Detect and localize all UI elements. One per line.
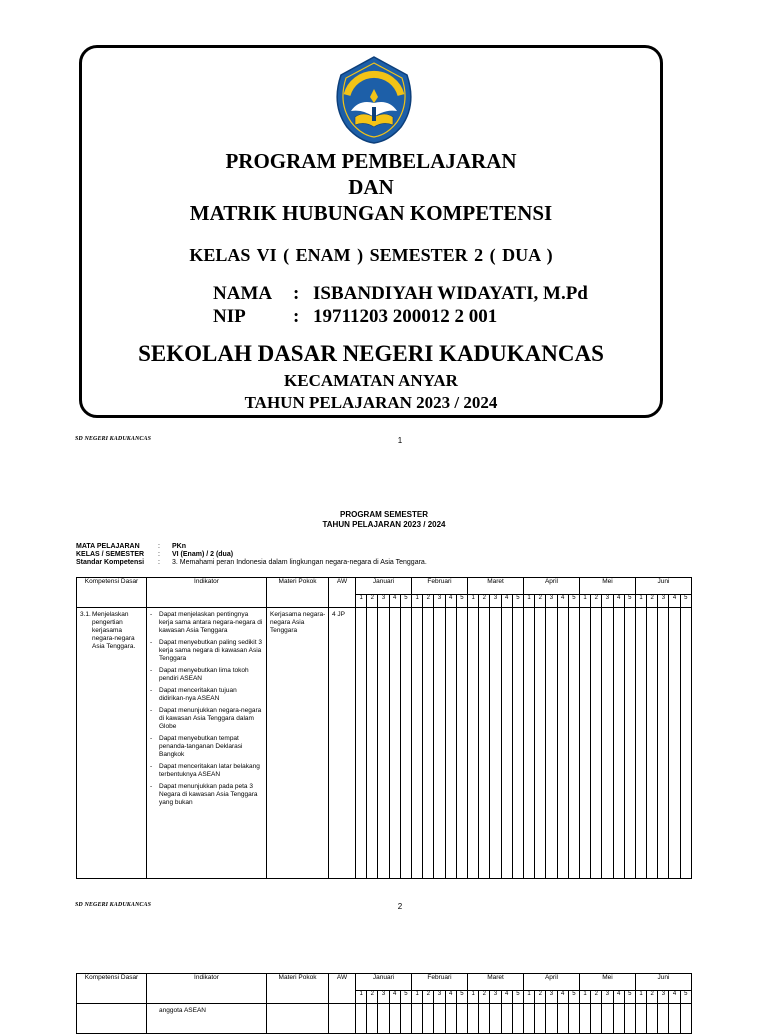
info-colon: :: [158, 559, 160, 566]
schedule-cell: [468, 1004, 479, 1034]
schedule-cell: [400, 1004, 411, 1034]
week-number: 3: [602, 595, 613, 608]
schedule-cell: [602, 1004, 613, 1034]
week-number: 4: [669, 991, 680, 1004]
header-month: Juni: [635, 578, 691, 595]
header-month: April: [524, 974, 580, 991]
week-number: 2: [535, 991, 546, 1004]
program-semester-title: PROGRAM SEMESTER: [339, 510, 428, 519]
schedule-cell: [434, 608, 445, 879]
header-indikator: Indikator: [147, 578, 267, 608]
indicator-continuation: anggota ASEAN: [159, 1007, 206, 1014]
week-number: 1: [468, 991, 479, 1004]
week-number: 4: [613, 595, 624, 608]
indicator-item: [150, 735, 264, 759]
info-value: 3. Memahami peran Indonesia dalam lingkungan negara-negara di Asia Tenggara.: [172, 559, 427, 566]
indicator-item: [150, 687, 264, 703]
schedule-cell: [579, 1004, 590, 1034]
week-number: 2: [479, 991, 490, 1004]
indicator-text: Dapat menyebutkan paling sedikit 3 kerja sama negara di kawasan Asia Tenggara: [159, 639, 262, 662]
indicator-item: [150, 639, 264, 663]
footer-page-number-1: 1: [397, 436, 403, 445]
week-number: 5: [512, 991, 523, 1004]
header-month: Maret: [468, 974, 524, 991]
week-number: 4: [389, 991, 400, 1004]
indicator-bullet: -: [150, 707, 153, 714]
schedule-cell: [546, 1004, 557, 1034]
materi-cell: [267, 1004, 329, 1034]
header-month: Januari: [356, 578, 412, 595]
week-number: 3: [434, 991, 445, 1004]
schedule-cell: [468, 608, 479, 879]
indicator-text: Dapat menceritakan latar belakang terbentuknya ASEAN: [159, 763, 260, 778]
schedule-cell: [524, 1004, 535, 1034]
week-number: 3: [490, 991, 501, 1004]
week-number: 3: [378, 991, 389, 1004]
schedule-cell: [456, 1004, 467, 1034]
schedule-cell: [579, 608, 590, 879]
kd-cell: [77, 608, 147, 879]
schedule-cell: [378, 1004, 389, 1034]
header-month: Februari: [412, 578, 468, 595]
semester-table: [76, 577, 692, 879]
week-number: 5: [680, 595, 691, 608]
cover-title-line-2: DAN: [348, 175, 394, 199]
week-number: 3: [602, 991, 613, 1004]
header-materi: Materi Pokok: [267, 974, 329, 1004]
week-number: 5: [456, 595, 467, 608]
schedule-cell: [356, 1004, 367, 1034]
week-number: 3: [658, 595, 669, 608]
week-number: 2: [423, 991, 434, 1004]
schedule-cell: [647, 608, 658, 879]
header-month: Juni: [635, 974, 691, 991]
header-month: Mei: [579, 578, 635, 595]
indicator-item: [150, 707, 264, 731]
schedule-cell: [389, 1004, 400, 1034]
indicator-bullet: -: [150, 667, 153, 674]
week-number: 5: [400, 595, 411, 608]
schedule-cell: [591, 1004, 602, 1034]
week-number: 2: [367, 991, 378, 1004]
week-number: 5: [456, 991, 467, 1004]
week-number: 5: [680, 991, 691, 1004]
schedule-cell: [479, 608, 490, 879]
week-number: 4: [501, 991, 512, 1004]
semester-table-continued: [76, 973, 692, 1034]
week-number: 4: [445, 991, 456, 1004]
header-kd: Kompetensi Dasar: [77, 974, 147, 1004]
week-number: 5: [400, 991, 411, 1004]
indicator-bullet: -: [150, 735, 153, 742]
schedule-cell: [512, 1004, 523, 1034]
schedule-cell: [568, 1004, 579, 1034]
table-row: [77, 1004, 692, 1034]
info-row-subject: [76, 543, 186, 551]
indicator-text: Dapat menunjukkan pada peta 3 Negara di kawasan Asia Tenggara yang bukan: [159, 783, 258, 806]
info-value: PKn: [172, 543, 186, 550]
week-number: 4: [389, 595, 400, 608]
schedule-cell: [490, 1004, 501, 1034]
name-label: NAMA: [213, 283, 273, 304]
schedule-cell: [524, 608, 535, 879]
week-number: 4: [557, 991, 568, 1004]
indicator-text: Dapat menyebutkan lima tokoh pendiri ASEAN: [159, 667, 249, 682]
header-month: Januari: [356, 974, 412, 991]
week-number: 2: [367, 595, 378, 608]
schedule-cell: [479, 1004, 490, 1034]
nip-label: NIP: [213, 306, 246, 327]
schedule-cell: [635, 1004, 646, 1034]
week-number: 2: [535, 595, 546, 608]
schedule-cell: [423, 1004, 434, 1034]
academic-year: TAHUN PELAJARAN 2023 / 2024: [244, 393, 498, 412]
header-indikator: Indikator: [147, 974, 267, 1004]
week-number: 1: [635, 991, 646, 1004]
schedule-cell: [535, 608, 546, 879]
week-number: 2: [479, 595, 490, 608]
info-row-class: [76, 551, 233, 559]
week-number: 1: [412, 991, 423, 1004]
schedule-cell: [367, 1004, 378, 1034]
cover-class-line: KELAS VI ( ENAM ) SEMESTER 2 ( DUA ): [189, 245, 553, 265]
week-number: 1: [635, 595, 646, 608]
header-month: April: [524, 578, 580, 595]
schedule-cell: [602, 608, 613, 879]
week-number: 3: [490, 595, 501, 608]
indicator-bullet: -: [150, 639, 153, 646]
teacher-nip-row: [213, 306, 497, 328]
week-number: 2: [647, 991, 658, 1004]
week-number: 2: [647, 595, 658, 608]
indicator-text: Dapat menjelaskan pentingnya kerja sama antara negara-negara di kawasan Asia Tenggara: [159, 611, 263, 634]
schedule-cell: [356, 608, 367, 879]
week-number: 2: [423, 595, 434, 608]
kd-number: 3.1.: [80, 611, 91, 618]
indicator-bullet: -: [150, 611, 153, 618]
footer-school-2: SD NEGERI KADUKANCAS: [75, 902, 152, 908]
week-number: 4: [669, 595, 680, 608]
info-label: KELAS / SEMESTER: [76, 551, 145, 558]
nip-colon: :: [293, 306, 300, 327]
week-number: 1: [468, 595, 479, 608]
indicator-text: Dapat menceritakan tujuan didirikan-nya ASEAN: [159, 687, 237, 702]
schedule-cell: [624, 1004, 635, 1034]
schedule-cell: [445, 608, 456, 879]
schedule-cell: [680, 608, 691, 879]
table-row: [77, 608, 692, 879]
cover-title-line-1: PROGRAM PEMBELAJARAN: [225, 149, 517, 173]
header-month: Maret: [468, 578, 524, 595]
footer-page-number-2: 2: [397, 902, 403, 911]
week-number: 5: [512, 595, 523, 608]
week-number: 4: [501, 595, 512, 608]
indicator-item: [150, 611, 264, 635]
week-number: 4: [445, 595, 456, 608]
name-value: ISBANDIYAH WIDAYATI, M.Pd: [313, 283, 588, 304]
week-number: 3: [434, 595, 445, 608]
header-aw: AW: [329, 974, 356, 1004]
indikator-cell: [147, 608, 267, 879]
header-kd: Kompetensi Dasar: [77, 578, 147, 608]
schedule-cell: [669, 608, 680, 879]
cover-title-line-3: MATRIK HUBUNGAN KOMPETENSI: [189, 201, 553, 225]
materi-cell: Kerjasama negara-negara Asia Tenggara: [267, 608, 329, 879]
schedule-cell: [647, 1004, 658, 1034]
schedule-cell: [635, 608, 646, 879]
week-number: 3: [658, 991, 669, 1004]
info-colon: :: [158, 543, 160, 550]
header-month: Februari: [412, 974, 468, 991]
week-number: 2: [591, 595, 602, 608]
info-value: VI (Enam) / 2 (dua): [172, 551, 234, 558]
week-number: 5: [624, 595, 635, 608]
indicator-text: Dapat menyebutkan tempat penanda-tanganan Deklarasi Bangkok: [159, 735, 243, 758]
info-colon: :: [158, 551, 160, 558]
teacher-name-row: [213, 283, 588, 305]
kd-cell: [77, 1004, 147, 1034]
schedule-cell: [613, 608, 624, 879]
schedule-cell: [669, 1004, 680, 1034]
schedule-cell: [456, 608, 467, 879]
week-number: 1: [524, 991, 535, 1004]
district-name: KECAMATAN ANYAR: [284, 371, 458, 390]
week-number: 5: [624, 991, 635, 1004]
schedule-cell: [557, 608, 568, 879]
week-number: 3: [378, 595, 389, 608]
schedule-cell: [400, 608, 411, 879]
week-number: 1: [356, 595, 367, 608]
week-number: 4: [557, 595, 568, 608]
name-colon: :: [293, 283, 300, 304]
week-number: 1: [579, 595, 590, 608]
schedule-cell: [501, 1004, 512, 1034]
schedule-cell: [535, 1004, 546, 1034]
week-number: 3: [546, 991, 557, 1004]
week-number: 4: [613, 991, 624, 1004]
week-number: 1: [412, 595, 423, 608]
indicator-item: [150, 763, 264, 779]
schedule-cell: [557, 1004, 568, 1034]
week-number: 2: [591, 991, 602, 1004]
program-semester-year: TAHUN PELAJARAN 2023 / 2024: [322, 520, 446, 529]
schedule-cell: [591, 608, 602, 879]
indicator-bullet: -: [150, 763, 153, 770]
schedule-cell: [568, 608, 579, 879]
schedule-cell: [613, 1004, 624, 1034]
school-name: SEKOLAH DASAR NEGERI KADUKANCAS: [138, 341, 604, 366]
info-row-standard: [76, 559, 427, 567]
week-number: 1: [579, 991, 590, 1004]
week-number: 5: [568, 595, 579, 608]
header-materi: Materi Pokok: [267, 578, 329, 608]
schedule-cell: [389, 608, 400, 879]
schedule-cell: [445, 1004, 456, 1034]
info-label: MATA PELAJARAN: [76, 543, 140, 550]
week-number: 5: [568, 991, 579, 1004]
indicator-text: Dapat menunjukkan negara-negara di kawasan Asia Tenggara dalam Globe: [159, 707, 262, 730]
tut-wuri-handayani-logo: [329, 55, 419, 145]
schedule-cell: [658, 1004, 669, 1034]
schedule-cell: [378, 608, 389, 879]
footer-school-1: SD NEGERI KADUKANCAS: [75, 436, 152, 442]
schedule-cell: [412, 608, 423, 879]
schedule-cell: [412, 1004, 423, 1034]
schedule-cell: [490, 608, 501, 879]
schedule-cell: [512, 608, 523, 879]
schedule-cell: [658, 608, 669, 879]
aw-cell: [329, 1004, 356, 1034]
schedule-cell: [546, 608, 557, 879]
schedule-cell: [434, 1004, 445, 1034]
indicator-bullet: -: [150, 783, 153, 790]
kd-text: Menjelaskan pengertian kerjasama negara-negara Asia Tenggara.: [92, 611, 136, 650]
indicator-item: [150, 783, 264, 807]
header-month: Mei: [579, 974, 635, 991]
schedule-cell: [680, 1004, 691, 1034]
week-number: 3: [546, 595, 557, 608]
schedule-cell: [423, 608, 434, 879]
week-number: 1: [524, 595, 535, 608]
indicator-item: [150, 667, 264, 683]
week-number: 1: [356, 991, 367, 1004]
nip-value: 19711203 200012 2 001: [313, 306, 498, 327]
aw-cell: 4 JP: [329, 608, 356, 879]
schedule-cell: [501, 608, 512, 879]
info-label: Standar Kompetensi: [76, 559, 145, 566]
header-aw: AW: [329, 578, 356, 608]
schedule-cell: [367, 608, 378, 879]
schedule-cell: [624, 608, 635, 879]
indikator-cell: [147, 1004, 267, 1034]
indicator-bullet: -: [150, 687, 153, 694]
